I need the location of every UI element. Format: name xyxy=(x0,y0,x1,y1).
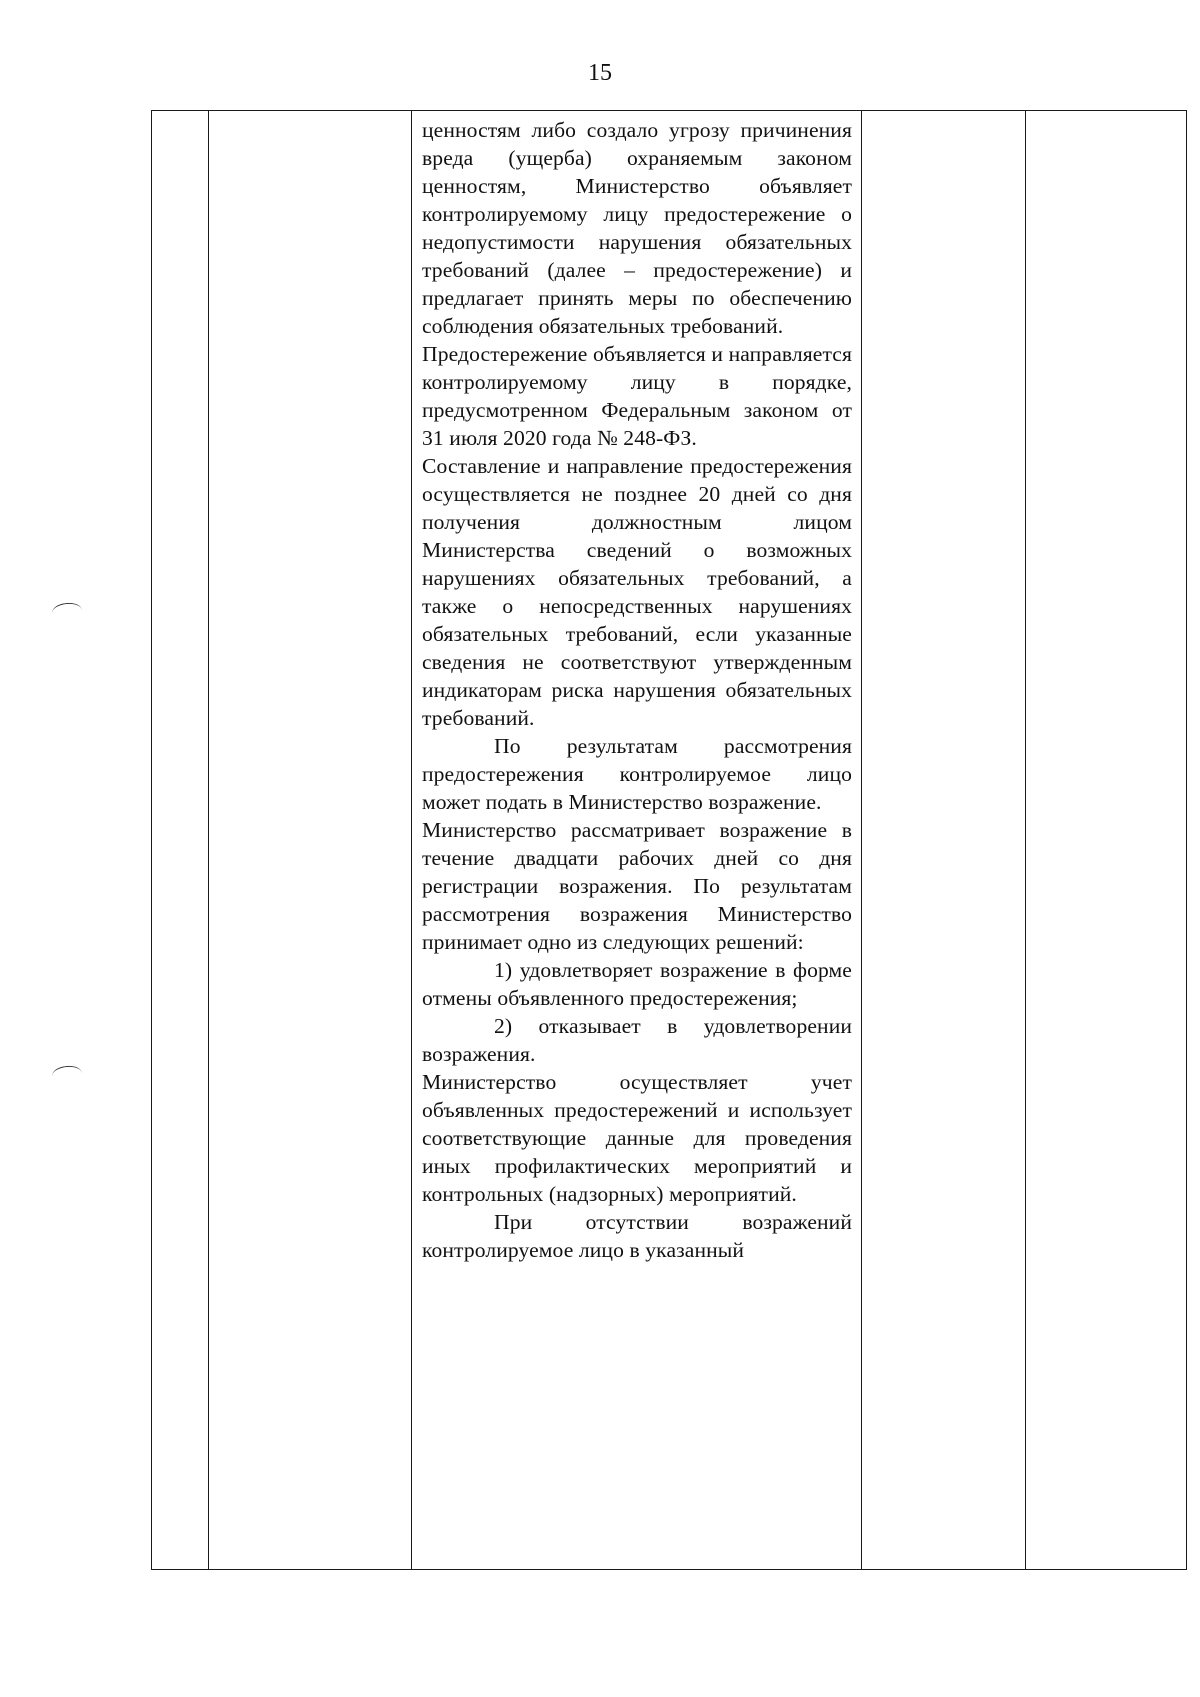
paragraph: Составление и направление предостережения осуществляется не позднее 20 дней со дня получения должностным лицом Министерства сведений о возможных нарушениях обязательных требований, а также о непосредственных нарушениях обязательных требований, если указанные сведения не соответствуют утвержденным индикаторам риска нарушения обязательных требований. xyxy=(422,454,852,730)
scan-mark xyxy=(51,1064,83,1084)
paragraph: При отсутствии возражений контролируемое лицо в указанный xyxy=(422,1210,852,1262)
table-cell-responsible xyxy=(862,111,1026,1570)
table-cell-number xyxy=(152,111,209,1570)
document-table xyxy=(151,110,1187,1570)
paragraph: 1) удовлетворяет возражение в форме отмены объявленного предостережения; xyxy=(422,958,852,1010)
description-text xyxy=(422,116,852,1264)
paragraph: Министерство рассматривает возражение в течение двадцати рабочих дней со дня регистрации возражения. По результатам рассмотрения возражения Министерство принимает одно из следующих решений: xyxy=(422,818,852,954)
table-cell-name xyxy=(209,111,412,1570)
table-row xyxy=(152,111,1187,1570)
table-cell-period xyxy=(1026,111,1187,1570)
paragraph: По результатам рассмотрения предостережения контролируемое лицо может подать в Министерство возражение. xyxy=(422,734,852,814)
scan-mark xyxy=(51,601,83,621)
paragraph: Министерство осуществляет учет объявленных предостережений и использует соответствующие данные для проведения иных профилактических мероприятий и контрольных (надзорных) мероприятий. xyxy=(422,1070,852,1206)
paragraph: Предостережение объявляется и направляется контролируемому лицу в порядке, предусмотренном Федеральным законом от 31 июля 2020 года № 248-ФЗ. xyxy=(422,342,852,450)
paragraph: ценностям либо создало угрозу причинения вреда (ущерба) охраняемым законом ценностям, Министерство объявляет контролируемому лицу предостережение о недопустимости нарушения обязательных требований (далее – предостережение) и предлагает принять меры по обеспечению соблюдения обязательных требований. xyxy=(422,118,852,338)
page-number: 15 xyxy=(588,60,612,86)
paragraph: 2) отказывает в удовлетворении возражения. xyxy=(422,1014,852,1066)
table-cell-description xyxy=(412,111,862,1570)
